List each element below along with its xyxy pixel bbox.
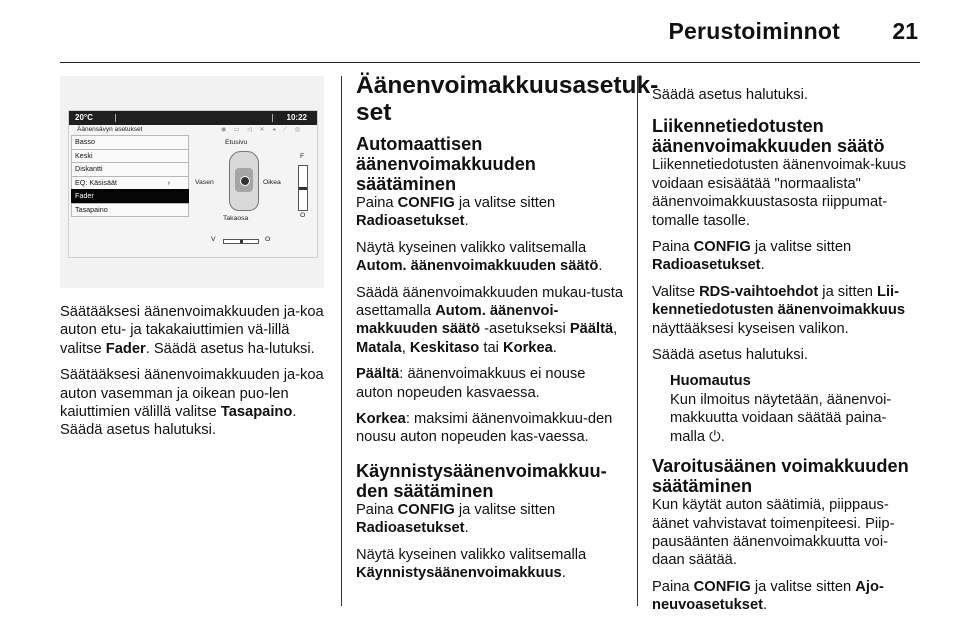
- paragraph: [356, 546, 624, 583]
- paragraph: [60, 366, 328, 440]
- bold-term: Autom. äänenvoimakkuuden säätö: [356, 258, 599, 275]
- paragraph: [356, 501, 624, 538]
- status-divider: [272, 114, 273, 122]
- paragraph: [356, 410, 624, 447]
- text: ,: [613, 321, 618, 338]
- menu-item-middle[interactable]: Keski: [71, 149, 189, 163]
- menu-item-bass[interactable]: Basso: [71, 135, 189, 149]
- bold-term: Matala: [356, 339, 402, 356]
- fader-front-label: F: [300, 153, 305, 160]
- page-number: 21: [892, 18, 918, 44]
- text: .: [464, 213, 469, 230]
- sound-focus-marker[interactable]: [240, 176, 250, 186]
- car-icon: [229, 151, 259, 211]
- note-title: Huomautus: [670, 373, 751, 390]
- display-screen: [68, 110, 318, 258]
- chevron-right-icon: ›: [167, 177, 170, 187]
- infotainment-screenshot-figure: [60, 76, 324, 288]
- text: : äänenvoimakkuus ei nouse auton nopeuden kasvaessa.: [356, 366, 586, 401]
- text: tai: [479, 339, 503, 356]
- column-divider: [637, 76, 638, 606]
- paragraph: [356, 365, 624, 402]
- paragraph: [652, 238, 920, 275]
- screen-title: Äänensävyn asetukset: [77, 126, 143, 133]
- front-label: Etusivu: [225, 139, 248, 146]
- text: .: [598, 258, 603, 275]
- column-3: [652, 86, 920, 623]
- column-1: [60, 303, 328, 448]
- status-icons: ◉ ▭ ◁ ✕ ◂ ⟋ ◎: [221, 127, 303, 133]
- menu-item-balance[interactable]: Tasapaino: [71, 203, 189, 218]
- bold-term: Fader: [105, 340, 146, 357]
- balance-slider-thumb[interactable]: [240, 240, 243, 243]
- bold-term: Tasapaino: [220, 404, 293, 421]
- text: . Säädä asetus ha-lutuksi.: [145, 340, 315, 357]
- page-title: Perustoiminnot: [668, 18, 840, 44]
- bold-term: Käynnistysäänenvoimakkuus: [356, 565, 562, 582]
- balance-left-label: V: [211, 236, 216, 243]
- fader-rear-label: O: [300, 212, 306, 219]
- text: .: [464, 520, 469, 537]
- paragraph: [652, 283, 920, 338]
- bold-term: RDS-vaihtoehdot: [699, 283, 819, 300]
- text: Näytä kyseinen valikko valitsemalla: [356, 546, 587, 563]
- note-body: Kun ilmoitus näytetään, äänenvoi-makkuutta voidaan säätää paina-malla ⏻.: [670, 391, 892, 445]
- rear-label: Takaosa: [223, 215, 249, 222]
- text: Paina: [652, 578, 694, 595]
- paragraph: [356, 284, 624, 358]
- paragraph: [356, 194, 624, 231]
- left-label: Vasen: [195, 179, 214, 186]
- page-header: [60, 0, 920, 63]
- menu-item-eq[interactable]: [71, 176, 189, 190]
- bold-term: Korkea: [356, 411, 406, 428]
- column-divider: [341, 76, 342, 606]
- text: Säätääksesi äänenvoimakkuuden ja-koa auton vasemman ja oikean puo-len kaiuttimien välillä valitse: [60, 367, 324, 421]
- bold-term: Radioasetukset: [356, 213, 465, 230]
- fader-slider[interactable]: [298, 165, 308, 211]
- text: .: [760, 257, 765, 274]
- text: .: [561, 565, 566, 582]
- bold-term: Autom. äänenvoi-makkuuden säätö: [356, 303, 559, 338]
- text: Valitse: [652, 283, 700, 300]
- column-2: [356, 72, 659, 591]
- bold-term: Lii-kennetiedotusten äänenvoimakkuus: [652, 283, 906, 319]
- paragraph: [60, 303, 328, 358]
- paragraph: Säädä asetus halutuksi.: [652, 87, 808, 103]
- balance-right-label: O: [265, 236, 271, 243]
- bold-term: CONFIG: [397, 501, 455, 518]
- text: ja valitse sitten: [750, 239, 852, 256]
- bold-term: Päältä: [356, 366, 400, 383]
- menu-item-label: EQ: Käsisäät: [75, 177, 117, 187]
- text: . Säädä asetus halutuksi.: [60, 404, 297, 439]
- paragraph: Liikennetiedotusten äänenvoimak-kuus voidaan esisäätää "normaalista" äänenvoimakkuustasosta riippumat-tomalle tasolle.: [652, 157, 906, 229]
- balance-slider[interactable]: [223, 239, 259, 244]
- paragraph: [356, 239, 624, 276]
- text: : maksimi äänenvoimakkuu-den nousu auton nopeuden kas-vaessa.: [356, 411, 613, 446]
- bold-term: Keskitaso: [409, 339, 480, 356]
- text: Säätääksesi äänenvoimakkuuden ja-koa auton etu- ja takakaiuttimien vä-lillä valitse: [60, 304, 324, 357]
- bold-term: CONFIG: [397, 195, 455, 211]
- paragraph: Säädä asetus halutuksi.: [652, 347, 808, 364]
- paragraph: [652, 578, 920, 615]
- right-label: Oikea: [263, 179, 281, 186]
- text: .: [763, 597, 768, 614]
- subsection-heading: Käynnistysäänenvoimakkuu-den säätäminen: [356, 460, 607, 501]
- subsection-heading: Automaattisen äänenvoimakkuuden säätäminen: [356, 134, 536, 194]
- menu-item-fader[interactable]: Fader: [71, 189, 189, 203]
- text: .: [552, 339, 557, 356]
- fader-slider-thumb[interactable]: [299, 187, 307, 190]
- status-bar: [69, 111, 317, 125]
- text: ,: [401, 339, 410, 356]
- bold-term: Korkea: [502, 339, 553, 356]
- text: ja valitse sitten: [750, 578, 856, 595]
- text: ja sitten: [818, 283, 877, 300]
- subsection-heading: Liikennetiedotusten äänenvoimakkuuden säätö: [652, 116, 885, 157]
- bold-term: CONFIG: [693, 578, 751, 595]
- temperature-readout: 20°C: [75, 113, 93, 122]
- text: ja valitse sitten: [454, 195, 556, 211]
- text: ja valitse sitten: [454, 501, 556, 518]
- text: Säädä äänenvoimakkuuden mukau-tusta asettamalla: [356, 284, 623, 320]
- paragraph: Kun käytät auton säätimiä, piippaus-äänet vahvistavat toimenpiteesi. Piip-pausäänten äänenvoimakkuutta voi-daan säätää.: [652, 497, 895, 569]
- text: Paina: [356, 501, 398, 518]
- text: -asetukseksi: [480, 321, 570, 338]
- text: Paina: [652, 239, 694, 256]
- text: näyttääksesi kyseisen valikon.: [652, 320, 849, 337]
- bold-term: CONFIG: [693, 239, 751, 256]
- tone-settings-menu: [71, 135, 189, 217]
- bold-term: Ajo-neuvoasetukset: [652, 578, 884, 614]
- section-heading: Äänenvoimakkuusasetuk-set: [356, 72, 659, 126]
- bold-term: Radioasetukset: [652, 257, 761, 274]
- menu-item-treble[interactable]: Diskantti: [71, 162, 189, 176]
- text: Paina: [356, 195, 398, 211]
- status-divider: [115, 114, 116, 122]
- clock-readout: 10:22: [286, 113, 307, 122]
- note-box: [670, 372, 920, 446]
- subsection-heading: Varoitusäänen voimakkuuden säätäminen: [652, 456, 909, 497]
- bold-term: Radioasetukset: [356, 520, 465, 537]
- bold-term: Päältä: [569, 321, 614, 338]
- text: Näytä kyseinen valikko valitsemalla: [356, 239, 587, 256]
